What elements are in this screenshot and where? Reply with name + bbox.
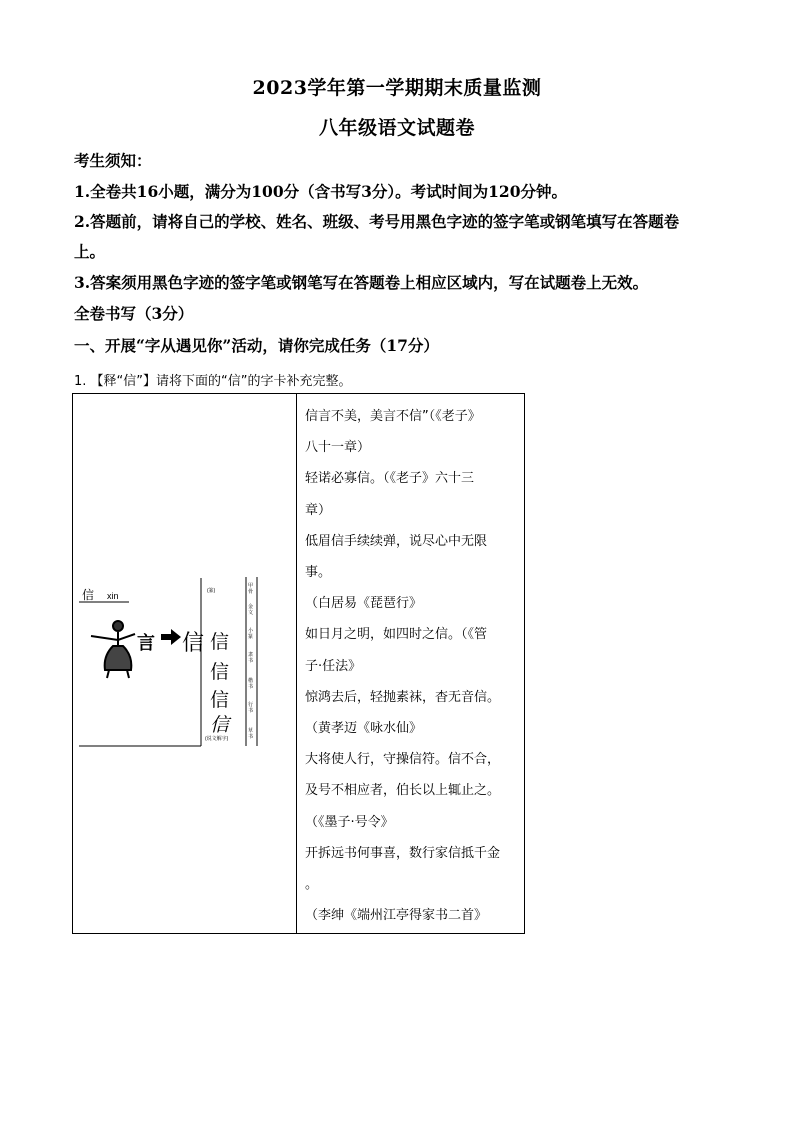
section-1-heading: 一、开展“字从遇见你”活动，请你完成任务（17分） bbox=[74, 336, 439, 355]
svg-text:文: 文 bbox=[248, 610, 254, 616]
svg-text:书: 书 bbox=[248, 658, 254, 664]
seal-glyph-icon: 信 bbox=[182, 630, 205, 655]
quote-line: 及号不相应者，伯长以上辄止之。 bbox=[305, 783, 501, 799]
svg-text:𢈰: 𢈰 bbox=[209, 601, 224, 622]
svg-text:信: 信 bbox=[210, 715, 230, 736]
svg-text:篆: 篆 bbox=[248, 634, 254, 640]
script-label-strip bbox=[246, 577, 257, 746]
svg-text:甲: 甲 bbox=[248, 583, 254, 589]
svg-text:书: 书 bbox=[248, 684, 254, 690]
svg-text:金: 金 bbox=[248, 604, 254, 610]
svg-text:书: 书 bbox=[248, 708, 254, 714]
notice-item-1: 1.全卷共16小题，满分为100分（含书写3分）。考试时间为120分钟。 bbox=[74, 182, 567, 201]
question-1-prompt: 1. 【释“信”】请将下面的“信”的字卡补充完整。 bbox=[74, 374, 352, 389]
svg-text:小: 小 bbox=[248, 628, 254, 634]
character-evolution-illustration bbox=[73, 394, 296, 935]
quote-line: （李绅《端州江亭得家书二首》 bbox=[305, 908, 488, 924]
quote-line: 八十一章） bbox=[305, 440, 371, 456]
notice-heading: 考生须知： bbox=[74, 151, 152, 170]
evolution-glyphs bbox=[209, 601, 232, 736]
quote-line: 信言不美，美言不信”（《老子》 bbox=[305, 409, 481, 424]
quote-line: （黄孝迈《咏水仙》 bbox=[305, 721, 423, 737]
glyph-yan-icon: 言 bbox=[137, 633, 155, 653]
quote-line: 如日月之明，如四时之信。（《管 bbox=[305, 627, 488, 643]
figure-source-caption: (说文解字) bbox=[205, 736, 229, 742]
quote-line: 开拆远书何事喜，数行家信抵千金 bbox=[305, 845, 501, 861]
exam-subtitle: 八年级语文试题卷 bbox=[318, 117, 475, 139]
svg-text:行: 行 bbox=[248, 702, 254, 708]
card-quotes bbox=[305, 401, 515, 931]
quote-line: 惊鸿去后，轻抛素袜，杳无音信。 bbox=[305, 689, 501, 705]
character-card bbox=[72, 393, 525, 934]
card-divider bbox=[296, 394, 297, 933]
character-evolution-figure bbox=[73, 394, 296, 935]
quote-line: 子·任法》 bbox=[305, 658, 362, 674]
arrow-right-icon bbox=[161, 629, 181, 645]
quote-line: 轻诺必寡信。（《老子》六十三 bbox=[305, 471, 475, 487]
figure-char-label: 信 bbox=[82, 588, 95, 602]
oracle-figure-icon bbox=[91, 621, 135, 678]
svg-text:信: 信 bbox=[210, 662, 230, 683]
svg-text:信: 信 bbox=[210, 632, 230, 653]
quote-line: 事。 bbox=[305, 565, 332, 581]
quote-line: 章） bbox=[305, 502, 332, 518]
svg-text:隶: 隶 bbox=[248, 652, 254, 658]
quote-line: （白居易《琵琶行》 bbox=[305, 596, 423, 612]
svg-text:楷: 楷 bbox=[248, 678, 254, 684]
notice-item-2-line-1: 2.答题前，请将自己的学校、姓名、班级、考号用黑色字迹的签字笔或钢笔填写在答题卷 bbox=[74, 212, 680, 231]
figure-pinyin: xin bbox=[107, 591, 119, 601]
svg-text:骨: 骨 bbox=[248, 589, 254, 595]
svg-text:(篆): (篆) bbox=[207, 588, 216, 594]
quote-line: （《墨子·号令》 bbox=[305, 814, 394, 830]
svg-text:书: 书 bbox=[248, 734, 254, 740]
exam-title: 2023学年第一学期期末质量监测 bbox=[252, 77, 542, 99]
svg-text:信: 信 bbox=[210, 690, 230, 711]
svg-text:草: 草 bbox=[248, 728, 254, 734]
quote-line: 大将使人行，守操信符。信不合， bbox=[305, 752, 501, 768]
notice-item-3: 3.答案须用黑色字迹的签字笔或钢笔写在答题卷上相应区域内，写在试题卷上无效。 bbox=[74, 273, 649, 292]
quote-line: 。 bbox=[305, 877, 319, 893]
quote-line: 低眉信手续续弹，说尽心中无限 bbox=[305, 533, 488, 549]
notice-item-2-line-2: 上。 bbox=[74, 242, 106, 261]
writing-score-note: 全卷书写（3分） bbox=[74, 304, 194, 323]
